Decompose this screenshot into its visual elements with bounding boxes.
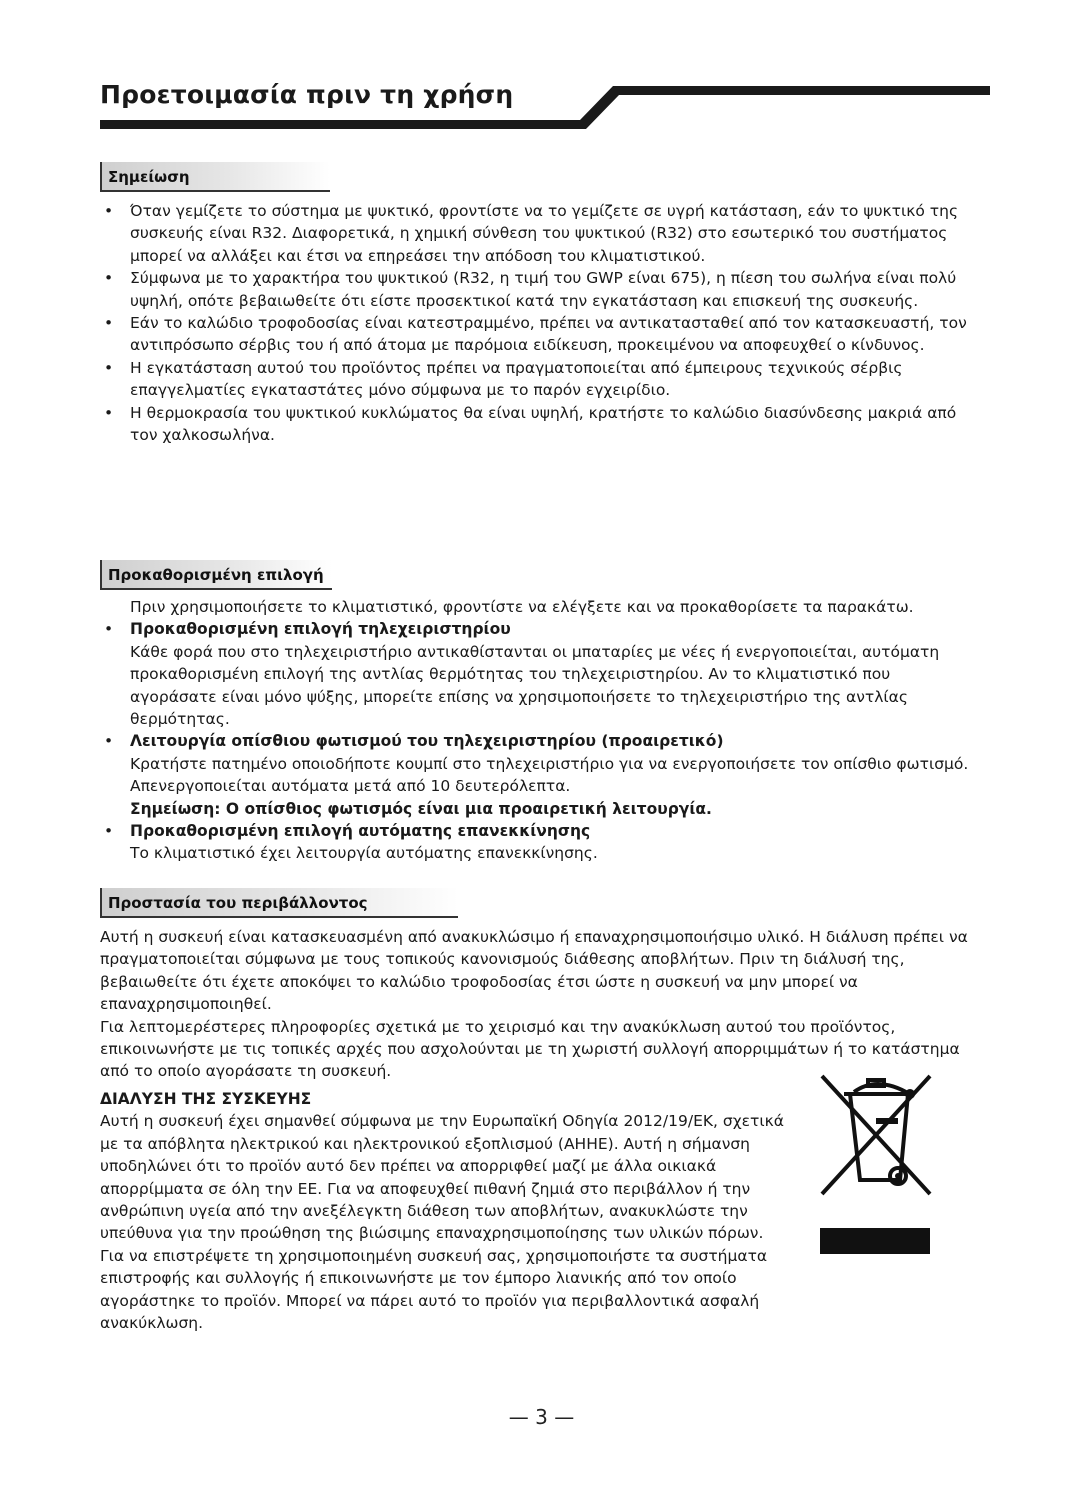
list-item: • Η θερμοκρασία του ψυκτικού κυκλώματος θα είναι υψηλή, κρατήστε το καλώδιο διασύνδεσης μακριά από τον χαλκοσωλήνα.	[100, 402, 970, 447]
item-text: Το κλιματιστικό έχει λειτουργία αυτόματης επανεκκίνησης.	[130, 844, 598, 863]
weee-crossed-out-bin-icon	[818, 1070, 934, 1260]
title-rule	[0, 0, 1083, 140]
item-title: • Προκαθορισμένη επιλογή αυτόματης επανεκκίνησης	[130, 822, 591, 841]
page-number: — 3 —	[508, 1405, 575, 1429]
environment-paragraph-2: Για λεπτομερέστερες πληροφορίες σχετικά με το χειρισμό και την ανακύκλωση αυτού του προϊόντος, επικοινωνήστε με τις τοπικές αρχές που ασχολούνται με τη χωριστή συλλογή απορριμμάτων ή το κατάστημα από το οποίο αγοράσατε τη συσκευή.	[100, 1017, 960, 1081]
list-item: • Σύμφωνα με το χαρακτήρα του ψυκτικού (R32, η τιμή του GWP είναι 675), η πίεση του σωλήνα είναι πολύ υψηλή, οπότε βεβαιωθείτε ότι είστε προσεκτικοί κατά την εγκατάσταση και επισκευή της συσκευής.	[100, 267, 970, 312]
default-settings-intro: Πριν χρησιμοποιήσετε το κλιματιστικό, φροντίστε να ελέγξετε και να προκαθορίσετε τα παρακάτω.	[130, 598, 914, 616]
list-item	[100, 820, 970, 865]
note-list	[100, 200, 970, 446]
item-title: • Προκαθορισμένη επιλογή τηλεχειριστηρίου	[130, 620, 511, 639]
default-settings-body	[100, 596, 970, 865]
item-title: • Λειτουργία οπίσθιου φωτισμού του τηλεχειριστηρίου (προαιρετικό)	[130, 732, 724, 751]
item-note: Σημείωση: Ο οπίσθιος φωτισμός είναι μια προαιρετική λειτουργία.	[130, 799, 712, 818]
default-settings-heading: Προκαθορισμένη επιλογή	[100, 560, 332, 590]
item-text: Κάθε φορά που στο τηλεχειριστήριο αντικαθίστανται οι μπαταρίες με νέες ή ενεργοποιείται, αυτόματη προκαθορισμένη επιλογή της αντλίας θερμότητας του τηλεχειριστηρίου. Αν το κλιματιστικό που αγοράσατε είναι μόνο ψύξης, μπορείτε επίσης να χρησιμοποιήσετε το τηλεχειριστήριο της αντλίας θερμότητας.	[130, 642, 940, 729]
disposal-block	[100, 1088, 790, 1334]
list-item: • Η εγκατάσταση αυτού του προϊόντος πρέπει να πραγματοποιείται από έμπειρους τεχνικούς σέρβις επαγγελματίες εγκαταστάτες μόνο σύμφωνα με το παρόν εγχειρίδιο.	[100, 357, 970, 402]
default-settings-list	[100, 618, 970, 864]
disposal-heading: ΔΙΑΛΥΣΗ ΤΗΣ ΣΥΣΚΕΥΗΣ	[100, 1090, 312, 1108]
note-list-container	[100, 200, 970, 446]
environment-body	[100, 926, 970, 1083]
list-item	[100, 618, 970, 730]
page-title: Προετοιμασία πριν τη χρήση	[100, 80, 514, 109]
environment-paragraph-1: Αυτή η συσκευή είναι κατασκευασμένη από ανακυκλώσιμο ή επαναχρησιμοποιήσιμο υλικό. Η διάλυση πρέπει να πραγματοποιείται σύμφωνα με τους τοπικούς κανονισμούς διάθεσης αποβλήτων. Πριν τη διάλυσή της, βεβαιωθείτε ότι έχετε αποκόψει το καλώδιο τροφοδοσίας έτσι ώστε η συσκευή να μην μπορεί να επαναχρησιμοποιηθεί.	[100, 928, 968, 1014]
list-item: • Εάν το καλώδιο τροφοδοσίας είναι κατεστραμμένο, πρέπει να αντικατασταθεί από τον κατασκευαστή, τον αντιπρόσωπο σέρβις του ή από άτομα με παρόμοια ειδίκευση, προκειμένου να αποφευχθεί ο κίνδυνος.	[100, 312, 970, 357]
environment-heading: Προστασία του περιβάλλοντος	[100, 888, 458, 918]
disposal-text: Αυτή η συσκευή έχει σημανθεί σύμφωνα με την Ευρωπαϊκή Οδηγία 2012/19/ΕΚ, σχετικά με τα απόβλητα ηλεκτρικού και ηλεκτρονικού εξοπλισμού (ΑΗΗΕ). Αυτή η σήμανση υποδηλώνει ότι το προϊόν αυτό δεν πρέπει να απορριφθεί μαζί με άλλα οικιακά απορρίμματα σε όλη την ΕΕ. Για να αποφευχθεί πιθανή ζημιά στο περιβάλλον ή την ανθρώπινη υγεία από την ανεξέλεγκτη διάθεση των αποβλήτων, ανακυκλώστε την υπεύθυνα για την προώθηση της βιώσιμης επαναχρησιμοποίησης των υλικών πόρων. Για να επιστρέψετε τη χρησιμοποιημένη συσκευή σας, χρησιμοποιήστε τα συστήματα επιστροφής και συλλογής ή επικοινωνήστε με τον έμπορο λιανικής από τον οποίο αγοράστηκε το προϊόν. Μπορεί να πάρει αυτό το προϊόν για περιβαλλοντικά ασφαλή ανακύκλωση.	[100, 1112, 784, 1333]
list-item	[100, 730, 970, 820]
note-heading: Σημείωση	[100, 162, 330, 192]
item-text: Κρατήστε πατημένο οποιοδήποτε κουμπί στο τηλεχειριστήριο για να ενεργοποιήσετε τον οπίσθιο φωτισμό. Απενεργοποιείται αυτόματα μετά από 10 δευτερόλεπτα.	[130, 754, 969, 796]
list-item: • Όταν γεμίζετε το σύστημα με ψυκτικό, φροντίστε να το γεμίζετε σε υγρή κατάσταση, εάν το ψυκτικό της συσκευής είναι R32. Διαφορετικά, η χημική σύνθεση του ψυκτικού (R32) στο εσωτερικό του συστήματος μπορεί να αλλάξει και έτσι να επηρεάσει την απόδοση του κλιματιστικού.	[100, 200, 970, 267]
